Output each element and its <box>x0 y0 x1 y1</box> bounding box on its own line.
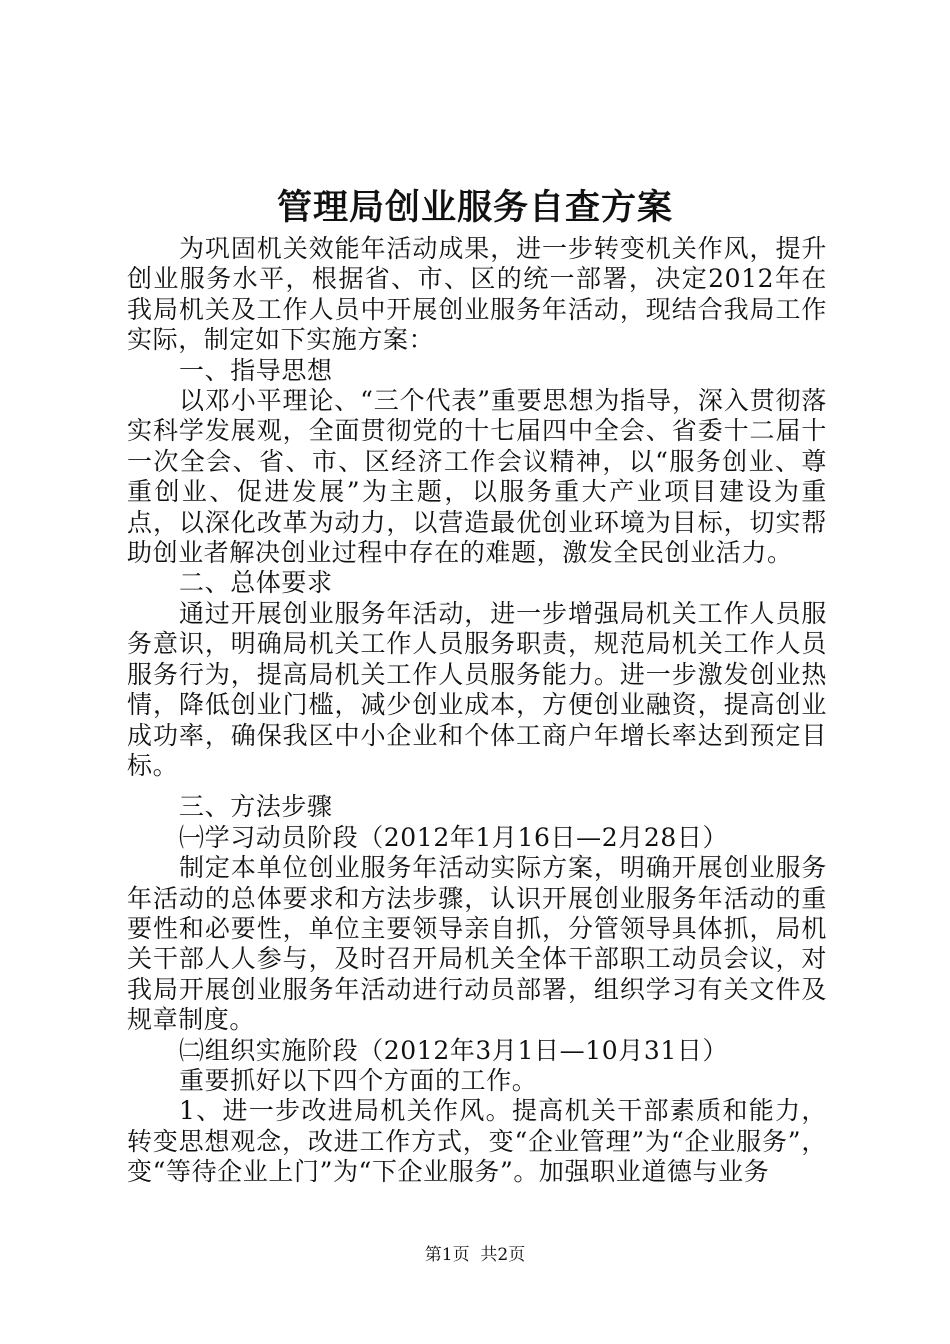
intro-paragraph: 为巩固机关效能年活动成果，进一步转变机关作风，提升创业服务水平，根据省、市、区的统一部署，决定2012年在我局机关及工作人员中开展创业服务年活动，现结合我局工作实际，制定如下实施方案： <box>127 234 827 355</box>
document-body <box>127 234 827 1188</box>
section-heading-guiding-thought: 一、指导思想 <box>179 355 333 385</box>
subheading-study-mobilization: ㈠学习动员阶段（2012年1月16日—2月28日） <box>179 822 729 852</box>
document-title: 管理局创业服务自查方案 <box>276 187 673 228</box>
overall-requirements-paragraph: 通过开展创业服务年活动，进一步增强局机关工作人员服务意识，明确局机关工作人员服务职责，规范局机关工作人员服务行为，提高局机关工作人员服务能力。进一步激发创业热情，降低创业门槛，减少创业成本，方便创业融资，提高创业成功率，确保我区中小企业和个体工商户年增长率达到预定目标。 <box>127 598 827 780</box>
section-heading-overall-requirements: 二、总体要求 <box>179 568 333 598</box>
work-item-1-paragraph: 1、进一步改进局机关作风。提高机关干部素质和能力，转变思想观念，改进工作方式，变“企业管理”为“企业服务”，变“等待企业上门”为“下企业服务”。加强职业道德与业务 <box>127 1096 827 1187</box>
study-mobilization-paragraph: 制定本单位创业服务年活动实际方案，明确开展创业服务年活动的总体要求和方法步骤，认识开展创业服务年活动的重要性和必要性，单位主要领导亲自抓，分管领导具体抓，局机关干部人人参与，及时召开局机关全体干部职工动员会议，对我局开展创业服务年活动进行动员部署，组织学习有关文件及规章制度。 <box>127 853 827 1035</box>
implementation-intro: 重要抓好以下四个方面的工作。 <box>179 1065 538 1095</box>
page-number: 第1页 <box>424 1245 470 1265</box>
total-pages: 共2页 <box>480 1245 526 1265</box>
guiding-thought-paragraph: 以邓小平理论、“三个代表”重要思想为指导，深入贯彻落实科学发展观，全面贯彻党的十七届四中全会、省委十二届十一次全会、省、市、区经济工作会议精神，以“服务创业、尊重创业、促进发展”为主题，以服务重大产业项目建设为重点，以深化改革为动力，以营造最优创业环境为目标，切实帮助创业者解决创业过程中存在的难题，激发全民创业活力。 <box>127 386 827 568</box>
subheading-implementation: ㈡组织实施阶段（2012年3月1日—10月31日） <box>179 1035 729 1065</box>
section-heading-method-steps: 三、方法步骤 <box>179 792 333 822</box>
page-footer <box>0 1243 950 1267</box>
